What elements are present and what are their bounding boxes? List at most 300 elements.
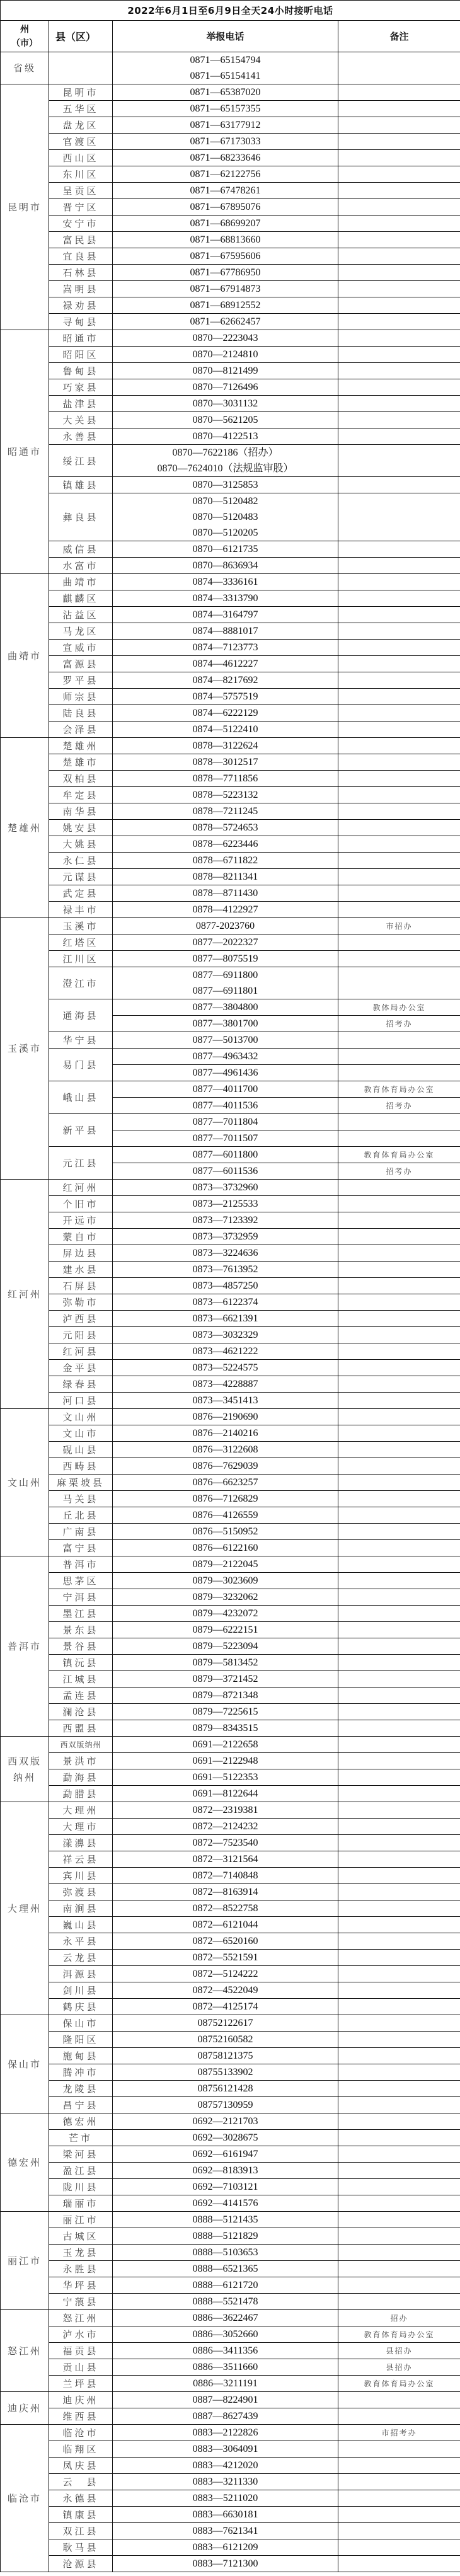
note-cell — [338, 2228, 460, 2245]
table-row — [1, 1409, 460, 1425]
note-cell: 招考办 — [338, 1098, 460, 1114]
county-cell: 昭通市 — [49, 330, 113, 347]
county-cell: 凤庆县 — [49, 2458, 113, 2474]
note-cell — [338, 1622, 460, 1638]
phone-cell — [113, 166, 338, 183]
county-cell: 镇沅县 — [49, 1655, 113, 1671]
county-cell: 临沧市 — [49, 2425, 113, 2441]
table-row — [1, 314, 460, 330]
table-row — [1, 705, 460, 722]
note-cell — [338, 1769, 460, 1786]
note-cell — [338, 1950, 460, 1966]
county-cell: 石林县 — [49, 265, 113, 281]
note-cell — [338, 1376, 460, 1393]
county-cell: 大理州 — [49, 1802, 113, 1819]
phone-number: 0870—7624010（法规监审股） — [157, 463, 294, 474]
table-row — [1, 1933, 460, 1950]
note-cell — [338, 445, 460, 477]
note-cell — [338, 2474, 460, 2490]
table-row — [1, 885, 460, 902]
phone-number: 0871—67914873 — [190, 284, 261, 294]
county-cell: 开远市 — [49, 1212, 113, 1229]
phone-number: 0874—5122410 — [192, 724, 258, 735]
table-row — [1, 1081, 460, 1098]
table-row — [1, 2097, 460, 2113]
table-row — [1, 2523, 460, 2539]
note-cell: 教育体育局办公室 — [338, 1147, 460, 1163]
phone-number: 0876—7629039 — [192, 1461, 258, 1471]
table-row — [1, 493, 460, 541]
phone-cell — [113, 1786, 338, 1802]
note-cell — [338, 347, 460, 363]
phone-cell — [113, 2015, 338, 2032]
note-cell — [338, 1589, 460, 1606]
county-cell: 通海县 — [49, 999, 113, 1032]
phone-number: 0883—7621341 — [192, 2526, 258, 2536]
phone-number: 0878—3122624 — [192, 740, 258, 751]
phone-cell — [113, 2490, 338, 2507]
county-cell: 漾濞县 — [49, 1835, 113, 1851]
phone-number: 0874—6222129 — [192, 708, 258, 718]
note-cell — [338, 1606, 460, 1622]
table-row — [1, 2490, 460, 2507]
county-cell: 丽江市 — [49, 2212, 113, 2228]
county-cell: 临翔区 — [49, 2441, 113, 2458]
table-row — [1, 1114, 460, 1130]
phone-number: 0886—3052660 — [192, 2329, 258, 2340]
note-cell — [338, 787, 460, 803]
phone-number: 0872—4522049 — [192, 1985, 258, 1996]
phone-number: 0879—2122045 — [192, 1559, 258, 1570]
phone-cell — [113, 1458, 338, 1475]
prefecture-cell: 怒江州 — [1, 2310, 49, 2392]
table-row — [1, 428, 460, 445]
county-cell: 砚山县 — [49, 1442, 113, 1458]
note-cell — [338, 820, 460, 836]
county-cell: 云龙县 — [49, 1950, 113, 1966]
column-header-prefecture-line2: （市） — [11, 38, 38, 49]
phone-cell — [113, 918, 338, 934]
phone-number: 0870—2124810 — [192, 349, 258, 360]
table-row — [1, 1851, 460, 1868]
table-row — [1, 2015, 460, 2032]
note-cell — [338, 885, 460, 902]
phone-cell — [113, 885, 338, 902]
phone-cell — [113, 754, 338, 771]
table-row — [1, 2294, 460, 2310]
table-row — [1, 330, 460, 347]
table-row — [1, 1835, 460, 1851]
table-row — [1, 363, 460, 379]
note-cell — [338, 2261, 460, 2277]
note-cell — [338, 1049, 460, 1065]
table-row — [1, 1786, 460, 1802]
phone-number: 0870—3031132 — [192, 398, 258, 409]
county-cell: 楚雄州 — [49, 738, 113, 754]
column-header-county: 县（区） — [49, 21, 113, 52]
phone-number: 0879—8343515 — [192, 1723, 258, 1734]
phone-cell — [113, 902, 338, 918]
note-cell — [338, 2392, 460, 2408]
table-row — [1, 183, 460, 199]
county-cell: 巧家县 — [49, 379, 113, 396]
table-row — [1, 2376, 460, 2392]
phone-cell — [113, 232, 338, 248]
phone-number: 0871—67895076 — [190, 202, 261, 212]
county-cell: 易门县 — [49, 1049, 113, 1081]
phone-number: 0692—6161947 — [192, 2149, 258, 2159]
phone-cell — [113, 2228, 338, 2245]
county-cell: 罗平县 — [49, 672, 113, 689]
table-row — [1, 412, 460, 428]
note-cell — [338, 166, 460, 183]
note-cell — [338, 803, 460, 820]
phone-number: 0877—6911800 — [192, 970, 258, 980]
phone-number: 0872—8163914 — [192, 1887, 258, 1897]
note-cell: 市招办 — [338, 918, 460, 934]
county-cell: 芒市 — [49, 2130, 113, 2146]
county-cell: 鹤庆县 — [49, 1999, 113, 2015]
note-cell — [338, 1835, 460, 1851]
note-cell — [338, 771, 460, 787]
phone-cell — [113, 1835, 338, 1851]
county-cell: 盘龙区 — [49, 117, 113, 134]
phone-cell — [113, 1704, 338, 1720]
phone-number: 0871—67173033 — [190, 136, 261, 147]
phone-number: 08752160582 — [197, 2034, 253, 2045]
phone-number: 0877—6011536 — [192, 1166, 258, 1176]
table-row — [1, 722, 460, 738]
county-cell: 红河县 — [49, 1343, 113, 1360]
county-cell: 双柏县 — [49, 771, 113, 787]
note-cell — [338, 379, 460, 396]
county-cell: 嵩明县 — [49, 281, 113, 297]
phone-number: 0883—7121300 — [192, 2558, 258, 2569]
note-cell: 教育体育局办公室 — [338, 2376, 460, 2392]
prefecture-cell: 昆明市 — [1, 84, 49, 330]
table-row — [1, 1868, 460, 1884]
county-cell: 巍山县 — [49, 1917, 113, 1933]
county-cell: 水富市 — [49, 558, 113, 574]
note-cell — [338, 590, 460, 607]
prefecture-cell: 曲靖市 — [1, 574, 49, 738]
phone-number: 0886—3211191 — [193, 2378, 258, 2389]
table-row — [1, 52, 460, 84]
phone-cell — [113, 2097, 338, 2113]
table-row — [1, 2212, 460, 2228]
phone-cell — [113, 1802, 338, 1819]
phone-cell — [113, 1884, 338, 1900]
phone-number: 0873—3451413 — [192, 1395, 258, 1406]
county-cell: 富源县 — [49, 656, 113, 672]
phone-cell — [113, 1655, 338, 1671]
county-cell: 南华县 — [49, 803, 113, 820]
phone-number: 0877—3801700 — [192, 1018, 258, 1029]
phone-cell — [113, 314, 338, 330]
phone-cell — [113, 1130, 338, 1147]
phone-cell — [113, 1016, 338, 1032]
phone-cell — [113, 558, 338, 574]
note-cell — [338, 951, 460, 967]
column-header-note: 备注 — [338, 21, 460, 52]
table-row — [1, 2228, 460, 2245]
county-cell: 保山市 — [49, 2015, 113, 2032]
note-cell — [338, 1409, 460, 1425]
note-cell — [338, 853, 460, 869]
county-cell: 梁河县 — [49, 2146, 113, 2163]
phone-cell — [113, 2032, 338, 2048]
note-cell — [338, 84, 460, 101]
table-row — [1, 1819, 460, 1835]
phone-cell — [113, 1196, 338, 1212]
table-row — [1, 869, 460, 885]
note-cell — [338, 1393, 460, 1409]
table-row — [1, 951, 460, 967]
table-row — [1, 918, 460, 934]
table-row — [1, 2163, 460, 2179]
phone-cell — [113, 771, 338, 787]
phone-number: 08755133902 — [197, 2067, 253, 2078]
phone-cell — [113, 934, 338, 951]
table-row — [1, 2425, 460, 2441]
county-cell: 泸西县 — [49, 1311, 113, 1327]
phone-number: 0873—3732959 — [192, 1231, 258, 1242]
table-row — [1, 1671, 460, 1688]
phone-number: 0876—5150952 — [192, 1526, 258, 1537]
county-cell: 建水县 — [49, 1262, 113, 1278]
phone-cell — [113, 1229, 338, 1245]
table-row — [1, 1622, 460, 1638]
table-row — [1, 1278, 460, 1294]
note-cell — [338, 1753, 460, 1769]
phone-number: 0879—3721452 — [192, 1674, 258, 1684]
county-cell: 勐腊县 — [49, 1786, 113, 1802]
note-cell — [338, 117, 460, 134]
note-cell — [338, 1884, 460, 1900]
county-cell: 曲靖市 — [49, 574, 113, 590]
table-row — [1, 1540, 460, 1556]
note-cell — [338, 1360, 460, 1376]
phone-cell — [113, 1343, 338, 1360]
county-cell: 景谷县 — [49, 1638, 113, 1655]
county-cell: 金平县 — [49, 1360, 113, 1376]
county-cell: 弥勒市 — [49, 1294, 113, 1311]
phone-cell — [113, 2392, 338, 2408]
note-cell: 教育体育局办公室 — [338, 2326, 460, 2343]
phone-cell — [113, 2245, 338, 2261]
county-cell: 彝良县 — [49, 493, 113, 541]
phone-number: 0878—8211341 — [192, 871, 258, 882]
phone-number: 08756121428 — [197, 2083, 253, 2094]
county-cell: 孟连县 — [49, 1688, 113, 1704]
phone-cell — [113, 2113, 338, 2130]
note-cell — [338, 2081, 460, 2097]
county-cell: 云 县 — [49, 2474, 113, 2490]
county-cell: 陆良县 — [49, 705, 113, 722]
phone-cell — [113, 722, 338, 738]
phone-cell — [113, 1409, 338, 1425]
phone-cell — [113, 1278, 338, 1294]
table-row — [1, 607, 460, 623]
phone-number: 0879—6222151 — [192, 1624, 258, 1635]
table-row — [1, 1753, 460, 1769]
county-cell: 威信县 — [49, 541, 113, 558]
note-cell — [338, 199, 460, 216]
table-row — [1, 1720, 460, 1737]
note-cell — [338, 2113, 460, 2130]
prefecture-cell: 迪庆州 — [1, 2392, 49, 2425]
note-cell — [338, 52, 460, 84]
phone-cell — [113, 1933, 338, 1950]
table-row — [1, 1524, 460, 1540]
note-cell — [338, 1475, 460, 1491]
county-cell: 玉溪市 — [49, 918, 113, 934]
phone-cell — [113, 2474, 338, 2490]
phone-cell — [113, 2130, 338, 2146]
county-cell: 澄江市 — [49, 967, 113, 999]
phone-cell — [113, 2425, 338, 2441]
phone-number: 0878—3012517 — [192, 757, 258, 768]
county-cell: 双江县 — [49, 2523, 113, 2539]
note-cell — [338, 2130, 460, 2146]
table-row — [1, 101, 460, 117]
phone-number: 0871—65154141 — [190, 71, 261, 81]
phone-cell — [113, 1999, 338, 2015]
phone-cell — [113, 445, 338, 477]
phone-number: 0871—65154794 — [190, 55, 261, 66]
phone-number: 0870—8636934 — [192, 560, 258, 571]
table-row — [1, 2441, 460, 2458]
phone-number: 0883—6121209 — [192, 2542, 258, 2553]
table-row — [1, 2277, 460, 2294]
phone-cell — [113, 1098, 338, 1114]
phone-cell — [113, 1180, 338, 1196]
phone-cell — [113, 117, 338, 134]
table-row — [1, 1360, 460, 1376]
phone-number: 0879—5813452 — [192, 1657, 258, 1668]
phone-number: 0878—4122927 — [192, 904, 258, 915]
phone-number: 0876—6122160 — [192, 1543, 258, 1553]
note-cell — [338, 934, 460, 951]
note-cell — [338, 1982, 460, 1999]
phone-cell — [113, 2310, 338, 2326]
phone-cell — [113, 2064, 338, 2081]
phone-cell — [113, 705, 338, 722]
phone-number: 0883—5211020 — [192, 2493, 258, 2504]
phone-number: 0870—2223043 — [192, 333, 258, 343]
note-cell — [338, 1442, 460, 1458]
prefecture-cell: 昭通市 — [1, 330, 49, 574]
phone-number: 0873—3732960 — [192, 1182, 258, 1193]
phone-number: 0873—4857250 — [192, 1280, 258, 1291]
table-row — [1, 2261, 460, 2277]
county-cell: 峨山县 — [49, 1081, 113, 1114]
county-cell: 东川区 — [49, 166, 113, 183]
county-cell: 安宁市 — [49, 216, 113, 232]
table-row — [1, 1900, 460, 1917]
phone-cell — [113, 1524, 338, 1540]
note-cell — [338, 1802, 460, 1819]
table-row — [1, 477, 460, 493]
table-row — [1, 1999, 460, 2015]
table-row — [1, 265, 460, 281]
county-cell: 大关县 — [49, 412, 113, 428]
phone-cell — [113, 1360, 338, 1376]
note-cell — [338, 2212, 460, 2228]
county-cell: 剑川县 — [49, 1982, 113, 1999]
phone-number: 0871—68233646 — [190, 152, 261, 163]
note-cell — [338, 1262, 460, 1278]
note-cell — [338, 2097, 460, 2113]
county-cell: 马龙区 — [49, 623, 113, 640]
county-cell: 西山区 — [49, 150, 113, 166]
phone-cell — [113, 1966, 338, 1982]
prefecture-cell: 德宏州 — [1, 2113, 49, 2212]
note-cell — [338, 1278, 460, 1294]
page-title: 2022年6月1日至6月9日全天24小时接听电话 — [1, 1, 460, 21]
county-cell: 耿马县 — [49, 2539, 113, 2556]
county-cell: 宾川县 — [49, 1868, 113, 1884]
county-cell: 沾益区 — [49, 607, 113, 623]
phone-cell — [113, 1720, 338, 1737]
county-cell: 五华区 — [49, 101, 113, 117]
table-row — [1, 853, 460, 869]
phone-number: 0879—4232072 — [192, 1608, 258, 1619]
phone-cell — [113, 477, 338, 493]
phone-cell — [113, 379, 338, 396]
note-cell — [338, 1327, 460, 1343]
county-cell: 玉龙县 — [49, 2245, 113, 2261]
note-cell — [338, 1229, 460, 1245]
phone-cell — [113, 2048, 338, 2064]
phone-number: 0872—7523540 — [192, 1837, 258, 1848]
note-cell — [338, 902, 460, 918]
note-cell — [338, 722, 460, 738]
phone-number: 0877-2023760 — [195, 921, 255, 931]
table-row — [1, 84, 460, 101]
note-cell — [338, 477, 460, 493]
phone-number: 0887—8627439 — [192, 2411, 258, 2422]
county-cell: 石屏县 — [49, 1278, 113, 1294]
phone-cell — [113, 1638, 338, 1655]
note-cell: 招考办 — [338, 1163, 460, 1180]
phone-cell — [113, 1606, 338, 1622]
phone-number: 0871—68912552 — [190, 300, 261, 311]
phone-number: 0691—2122658 — [192, 1739, 258, 1750]
phone-number: 0871—63177912 — [190, 120, 261, 130]
county-cell: 麻栗坡县 — [49, 1475, 113, 1491]
phone-cell — [113, 2539, 338, 2556]
phone-number: 0872—5521591 — [192, 1952, 258, 1963]
note-cell — [338, 1917, 460, 1933]
table-row — [1, 1442, 460, 1458]
phone-cell — [113, 1114, 338, 1130]
phone-number: 08752122617 — [197, 2018, 253, 2028]
note-cell — [338, 412, 460, 428]
note-cell — [338, 836, 460, 853]
phone-cell — [113, 1900, 338, 1917]
table-row — [1, 558, 460, 574]
table-row — [1, 1491, 460, 1507]
phone-cell — [113, 853, 338, 869]
phone-number: 0888—5121829 — [192, 2231, 258, 2241]
phone-cell — [113, 1556, 338, 1573]
phone-cell — [113, 396, 338, 412]
phone-number: 0870—5120483 — [192, 512, 258, 522]
county-cell: 大姚县 — [49, 836, 113, 853]
county-cell: 永德县 — [49, 2490, 113, 2507]
phone-number: 0876—3122608 — [192, 1444, 258, 1455]
